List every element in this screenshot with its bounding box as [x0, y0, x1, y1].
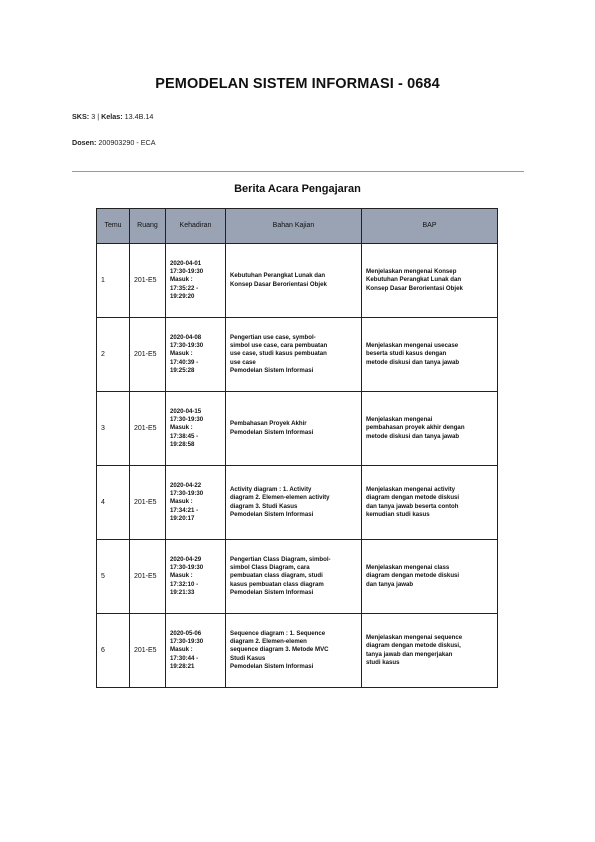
- cell-bap-line: beserta studi kasus dengan: [366, 350, 447, 358]
- cell-bahan-kajian-line: Pembahasan Proyek Akhir: [230, 420, 307, 428]
- cell-bahan-kajian-line: Pengertian Class Diagram, simbol-: [230, 555, 331, 563]
- cell-ruang: 201-E5: [130, 466, 166, 540]
- cell-bahan-kajian-line: diagram 3. Studi Kasus: [230, 502, 298, 510]
- cell-temu: 3: [97, 392, 130, 466]
- cell-bap: [362, 466, 498, 540]
- cell-kehadiran: [166, 392, 226, 466]
- cell-kehadiran: [166, 466, 226, 540]
- header-kehadiran: Kehadiran: [166, 209, 226, 244]
- kelas-label: Kelas:: [101, 112, 123, 121]
- cell-kehadiran-line: 19:28:21: [170, 662, 195, 670]
- dosen-label: Dosen:: [72, 138, 97, 147]
- cell-kehadiran-line: 2020-04-08: [170, 333, 202, 341]
- cell-kehadiran-line: 19:21:33: [170, 588, 195, 596]
- cell-bahan-kajian-line: Pemodelan Sistem Informasi: [230, 510, 314, 518]
- cell-bap-line: Menjelaskan mengenai class: [366, 564, 450, 572]
- divider: [72, 171, 524, 172]
- cell-bahan-kajian-line: simbol Class Diagram, cara: [230, 564, 310, 572]
- cell-bap-line: Menjelaskan mengenai: [366, 416, 433, 424]
- course-meta: [72, 112, 153, 121]
- cell-bahan-kajian-line: Pemodelan Sistem Informasi: [230, 588, 314, 596]
- cell-kehadiran-line: 17:30-19:30: [170, 416, 204, 424]
- cell-bahan-kajian-line: simbol use case, cara pembuatan: [230, 342, 328, 350]
- cell-bap: [362, 392, 498, 466]
- header-bap: BAP: [362, 209, 498, 244]
- cell-bap: [362, 540, 498, 614]
- cell-bahan-kajian-line: Pemodelan Sistem Informasi: [230, 428, 314, 436]
- cell-kehadiran-line: Masuk :: [170, 276, 193, 284]
- cell-bap-line: kemudian studi kasus: [366, 510, 430, 518]
- cell-kehadiran-line: 19:25:28: [170, 366, 195, 374]
- cell-kehadiran-line: 17:32:10 -: [170, 580, 199, 588]
- cell-bahan-kajian-line: Kebutuhan Perangkat Lunak dan: [230, 272, 326, 280]
- cell-kehadiran-line: 17:30-19:30: [170, 490, 204, 498]
- cell-kehadiran-line: Masuk :: [170, 572, 193, 580]
- cell-bahan-kajian-line: Activity diagram : 1. Activity: [230, 486, 312, 494]
- cell-ruang: 201-E5: [130, 392, 166, 466]
- table-row: [97, 540, 498, 614]
- cell-bap-line: diagram dengan metode diskusi: [366, 572, 460, 580]
- cell-kehadiran: [166, 318, 226, 392]
- cell-bahan-kajian-line: Pemodelan Sistem Informasi: [230, 662, 314, 670]
- cell-bap-line: Menjelaskan mengenai activity: [366, 486, 456, 494]
- cell-bahan-kajian-line: Pengertian use case, symbol-: [230, 333, 316, 341]
- cell-bahan-kajian-line: diagram 2. Elemen-elemen activity: [230, 494, 330, 502]
- cell-bahan-kajian: [226, 392, 362, 466]
- cell-kehadiran: [166, 244, 226, 318]
- cell-temu: 2: [97, 318, 130, 392]
- cell-bahan-kajian-line: diagram 2. Elemen-elemen: [230, 638, 307, 646]
- cell-bap-line: dan tanya jawab beserta contoh: [366, 502, 459, 510]
- cell-bahan-kajian: [226, 466, 362, 540]
- table-row: [97, 318, 498, 392]
- cell-bap-line: diagram dengan metode diskusi: [366, 494, 460, 502]
- cell-kehadiran-line: 2020-04-22: [170, 481, 202, 489]
- cell-temu: 6: [97, 614, 130, 688]
- cell-kehadiran-line: 2020-04-01: [170, 259, 202, 267]
- header-bahan-kajian: Bahan Kajian: [226, 209, 362, 244]
- cell-kehadiran-line: 19:28:58: [170, 440, 195, 448]
- cell-temu: 4: [97, 466, 130, 540]
- cell-kehadiran-line: 19:29:20: [170, 292, 195, 300]
- cell-temu: 5: [97, 540, 130, 614]
- cell-bahan-kajian: [226, 614, 362, 688]
- cell-kehadiran-line: Masuk :: [170, 498, 193, 506]
- cell-bap-line: diagram dengan metode diskusi,: [366, 642, 461, 650]
- table-row: [97, 392, 498, 466]
- cell-kehadiran-line: 17:34:21 -: [170, 506, 199, 514]
- cell-bap-line: metode diskusi dan tanya jawab: [366, 358, 460, 366]
- cell-bap: [362, 614, 498, 688]
- table-row: [97, 244, 498, 318]
- cell-kehadiran-line: 19:20:17: [170, 514, 195, 522]
- cell-kehadiran-line: 17:30:44 -: [170, 654, 199, 662]
- cell-kehadiran-line: 2020-05-06: [170, 629, 202, 637]
- cell-bahan-kajian: [226, 318, 362, 392]
- cell-bap-line: Menjelaskan mengenai Konsep: [366, 268, 457, 276]
- header-temu: Temu: [97, 209, 130, 244]
- cell-bap-line: Konsep Dasar Berorientasi Objek: [366, 284, 463, 292]
- cell-bahan-kajian-line: pembuatan class diagram, studi: [230, 572, 323, 580]
- cell-kehadiran: [166, 540, 226, 614]
- cell-bahan-kajian-line: Pemodelan Sistem Informasi: [230, 366, 314, 374]
- cell-kehadiran-line: Masuk :: [170, 646, 193, 654]
- table-row: [97, 614, 498, 688]
- dosen-value: 200903290 - ECA: [98, 138, 156, 147]
- cell-kehadiran-line: 17:35:22 -: [170, 284, 199, 292]
- cell-bahan-kajian-line: Studi Kasus: [230, 654, 266, 662]
- cell-ruang: 201-E5: [130, 318, 166, 392]
- cell-kehadiran-line: 17:30-19:30: [170, 564, 204, 572]
- table-row: [97, 466, 498, 540]
- cell-bahan-kajian-line: use case: [230, 358, 256, 366]
- cell-bahan-kajian-line: Konsep Dasar Berorientasi Objek: [230, 280, 327, 288]
- kelas-value: 13.4B.14: [124, 112, 154, 121]
- cell-bap-line: Menjelaskan mengenai usecase: [366, 342, 459, 350]
- page-title: PEMODELAN SISTEM INFORMASI - 0684: [155, 76, 440, 92]
- cell-kehadiran-line: 17:30-19:30: [170, 342, 204, 350]
- cell-temu: 1: [97, 244, 130, 318]
- cell-bap: [362, 244, 498, 318]
- cell-kehadiran-line: 17:30-19:30: [170, 638, 204, 646]
- cell-kehadiran-line: 2020-04-15: [170, 407, 202, 415]
- cell-kehadiran-line: 17:30-19:30: [170, 268, 204, 276]
- cell-ruang: 201-E5: [130, 244, 166, 318]
- header-ruang: Ruang: [130, 209, 166, 244]
- cell-bahan-kajian-line: Sequence diagram : 1. Sequence: [230, 629, 326, 637]
- cell-bap-line: tanya jawab dan mengerjakan: [366, 650, 453, 658]
- cell-bap: [362, 318, 498, 392]
- cell-kehadiran-line: Masuk :: [170, 424, 193, 432]
- table-header-row: [97, 209, 498, 244]
- cell-kehadiran-line: Masuk :: [170, 350, 193, 358]
- lecturer-meta: [72, 138, 156, 147]
- sks-label: SKS:: [72, 112, 90, 121]
- cell-bap-line: Kebutuhan Perangkat Lunak dan: [366, 276, 462, 284]
- cell-bap-line: pembahasan proyek akhir dengan: [366, 424, 465, 432]
- teaching-report-table: [96, 208, 498, 688]
- meta-separator: |: [97, 112, 102, 121]
- cell-bahan-kajian-line: use case, studi kasus pembuatan: [230, 350, 327, 358]
- cell-kehadiran: [166, 614, 226, 688]
- cell-bahan-kajian: [226, 244, 362, 318]
- cell-bap-line: dan tanya jawab: [366, 580, 414, 588]
- cell-ruang: 201-E5: [130, 540, 166, 614]
- cell-bahan-kajian-line: sequence diagram 3. Metode MVC: [230, 646, 329, 654]
- cell-kehadiran-line: 2020-04-29: [170, 555, 202, 563]
- cell-bahan-kajian: [226, 540, 362, 614]
- cell-bap-line: metode diskusi dan tanya jawab: [366, 432, 460, 440]
- cell-kehadiran-line: 17:38:45 -: [170, 432, 199, 440]
- cell-ruang: 201-E5: [130, 614, 166, 688]
- cell-bap-line: studi kasus: [366, 658, 400, 666]
- cell-kehadiran-line: 17:40:39 -: [170, 358, 199, 366]
- section-title: Berita Acara Pengajaran: [234, 183, 361, 195]
- cell-bahan-kajian-line: kasus pembuatan class diagram: [230, 580, 324, 588]
- cell-bap-line: Menjelaskan mengenai sequence: [366, 634, 463, 642]
- sks-value: 3: [91, 112, 96, 121]
